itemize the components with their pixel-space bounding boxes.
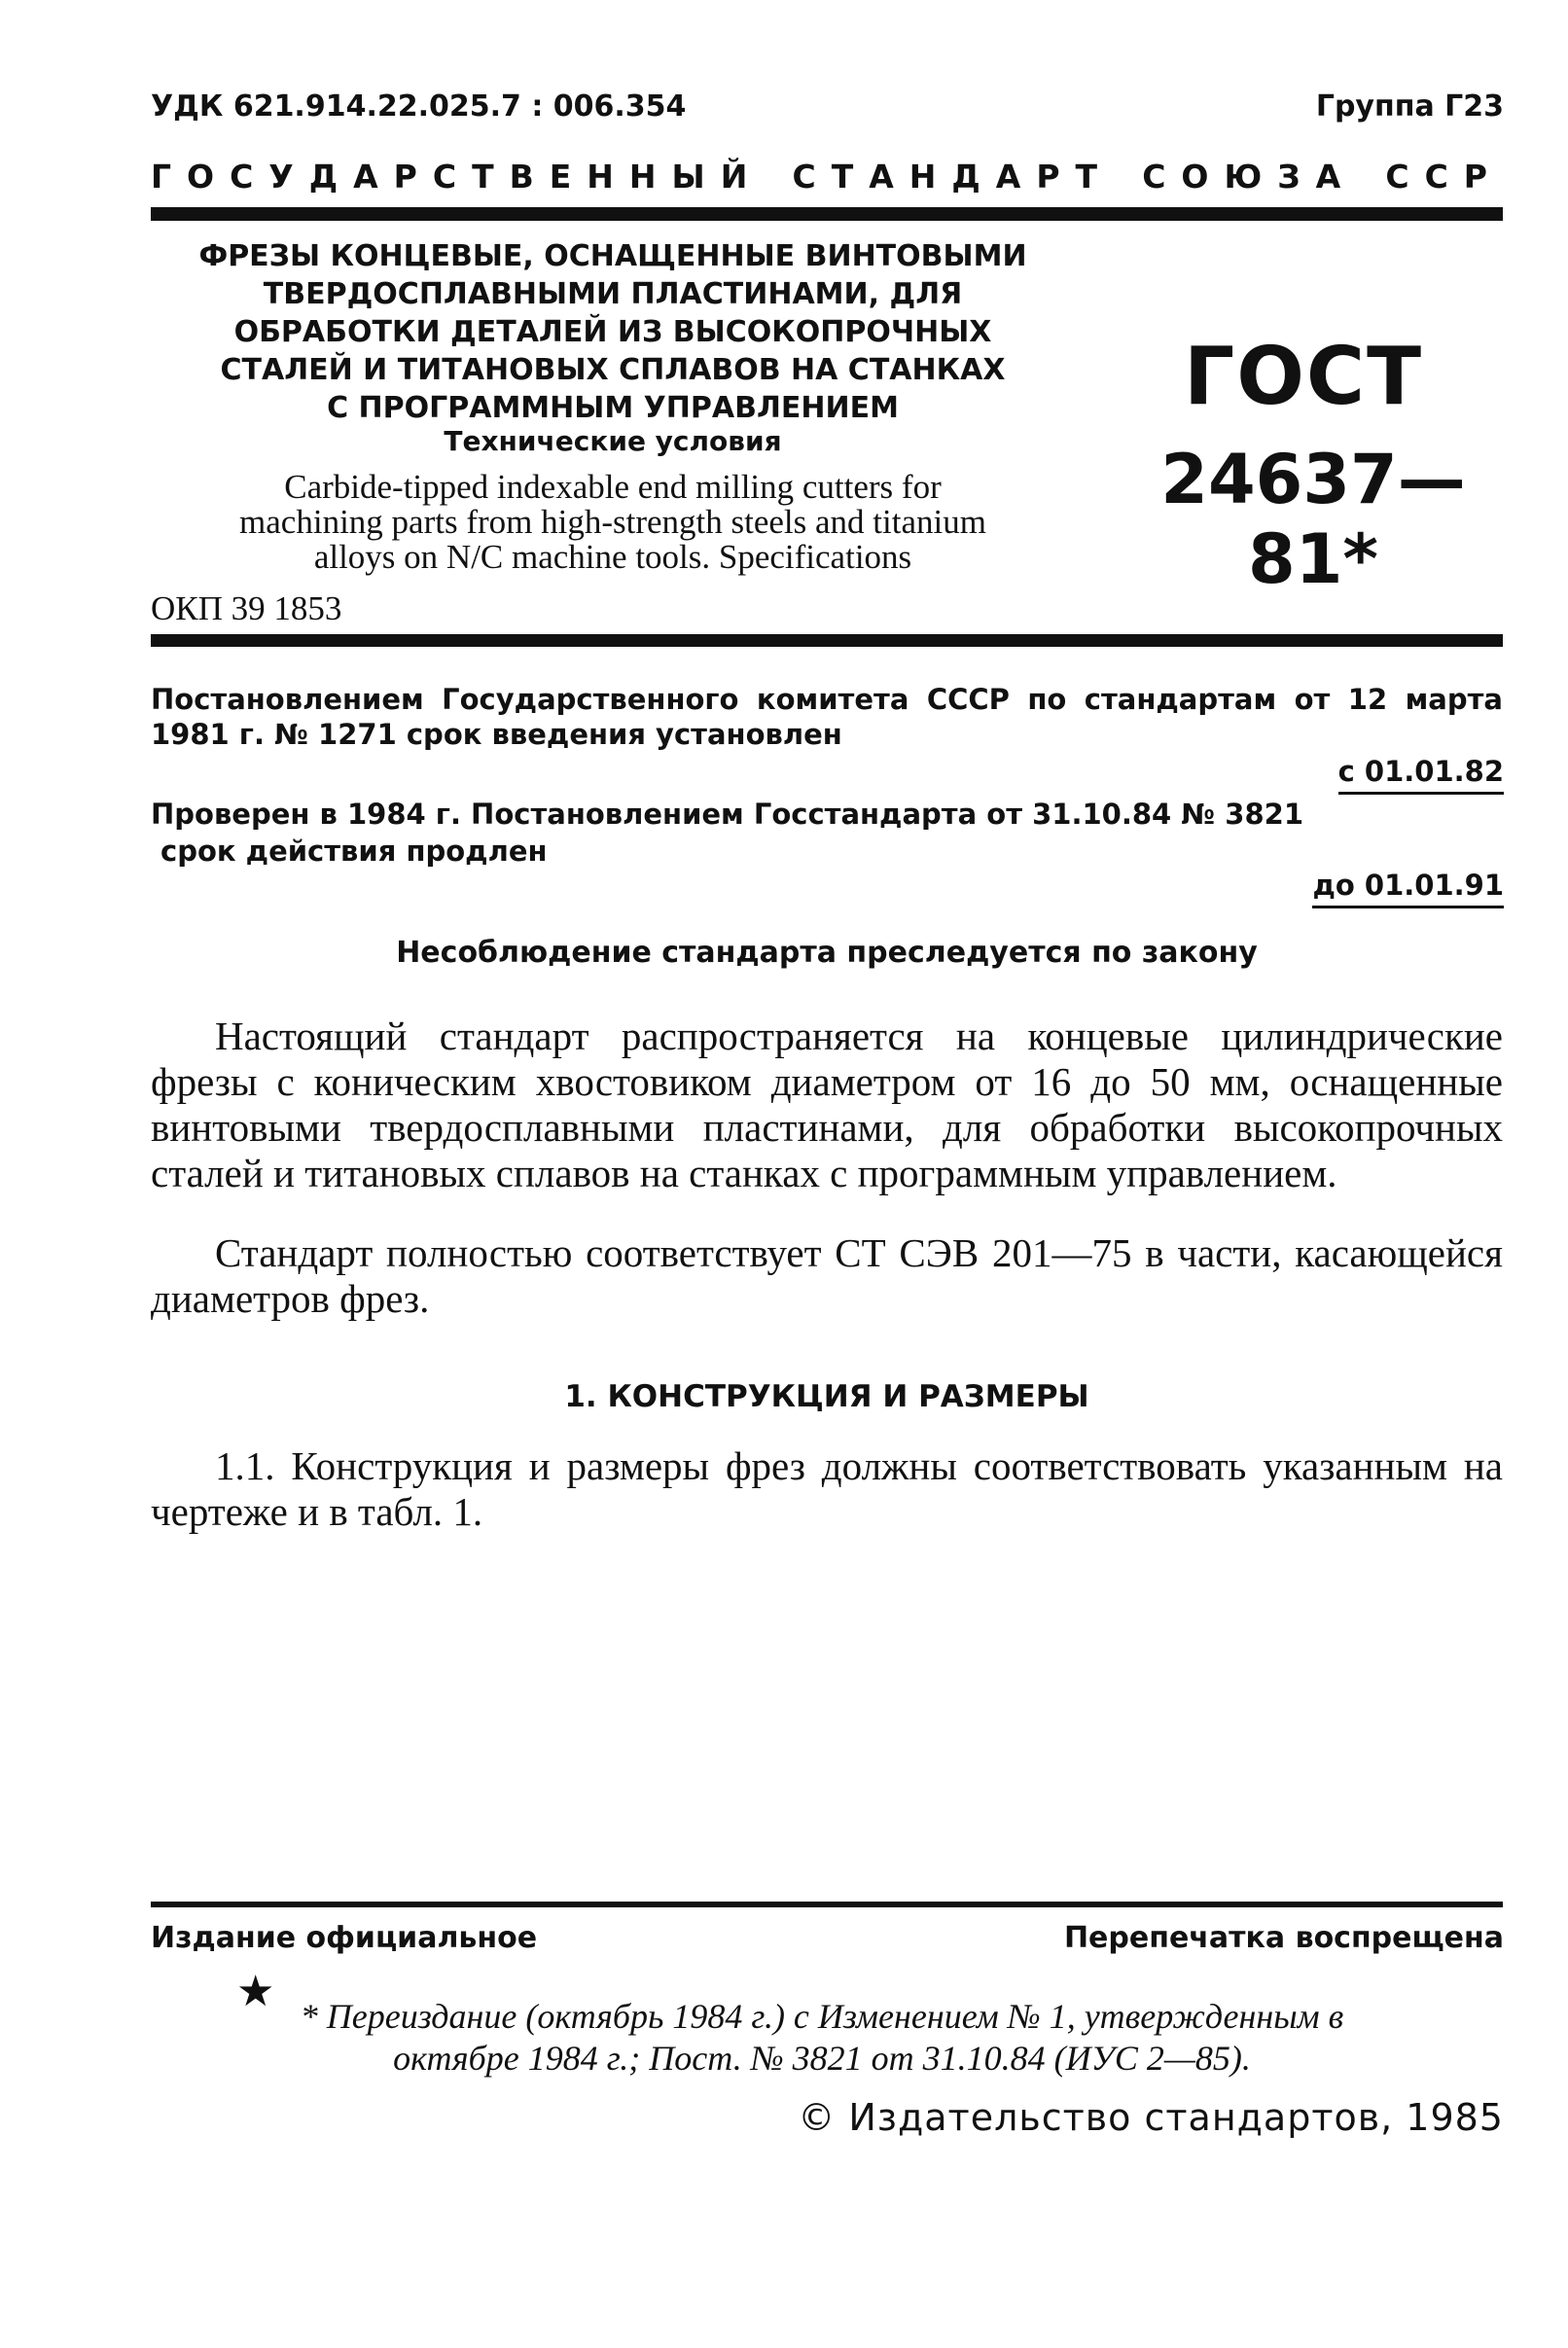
- footnote-line: октябре 1984 г.; Пост. № 3821 от 31.10.84 (ИУС 2—85).: [393, 2039, 1251, 2078]
- title-ru-line: ОБРАБОТКИ ДЕТАЛЕЙ ИЗ ВЫСОКОПРОЧНЫХ: [233, 315, 992, 349]
- decree-line-1: Постановлением Государственного комитета СССР по стандартам от 12 марта: [151, 683, 1503, 716]
- reprint-prohibited: Перепечатка воспрещена: [1063, 1921, 1504, 1955]
- state-standard-word-3: СОЮЗА: [1142, 158, 1357, 196]
- state-standard-word-4: ССР: [1385, 158, 1503, 196]
- title-ru-line: ТВЕРДОСПЛАВНЫМИ ПЛАСТИНАМИ, ДЛЯ: [263, 277, 963, 311]
- title-en-line: alloys on N/C machine tools. Specifications: [313, 538, 912, 576]
- group-code: Группа Г23: [1315, 89, 1504, 124]
- extension-date: до 01.01.91: [1312, 869, 1504, 908]
- star-icon: ★: [236, 1967, 275, 2016]
- reissue-footnote: [258, 1996, 1386, 2080]
- title-ru-line: ФРЕЗЫ КОНЦЕВЫЕ, ОСНАЩЕННЫЕ ВИНТОВЫМИ: [198, 239, 1027, 273]
- okp-code: ОКП 39 1853: [151, 589, 342, 627]
- title-en-line: machining parts from high-strength steels and titanium: [239, 503, 986, 541]
- state-standard-word-1: ГОСУДАРСТВЕННЫЙ: [151, 158, 764, 196]
- paragraph-1-1: 1.1. Конструкция и размеры фрез должны соответствовать указанным на чертеже и в табл. 1.: [151, 1443, 1503, 1534]
- gost-number: 24637—81*: [1160, 440, 1466, 599]
- header-rule: [151, 207, 1503, 221]
- section-heading: 1. КОНСТРУКЦИЯ И РАЗМЕРЫ: [564, 1379, 1089, 1414]
- title-english: [151, 470, 1075, 575]
- introduction-date: с 01.01.82: [1338, 755, 1504, 795]
- state-standard-word-2: СТАНДАРТ: [792, 158, 1114, 196]
- copyright: © Издательство стандартов, 1985: [798, 2096, 1504, 2139]
- gost-label: ГОСТ: [1183, 331, 1424, 423]
- state-standard-heading: [151, 158, 1503, 196]
- footnote-line: * Переиздание (октябрь 1984 г.) с Изменением № 1, утвержденным в: [300, 1997, 1344, 2036]
- title-rule: [151, 634, 1503, 647]
- checked-line-2: срок действия продлен: [160, 835, 548, 868]
- checked-line-1: Проверен в 1984 г. Постановлением Госстандарта от 31.10.84 № 3821: [151, 798, 1304, 831]
- title-ru-line: СТАЛЕЙ И ТИТАНОВЫХ СПЛАВОВ НА СТАНКАХ: [220, 353, 1006, 387]
- law-notice: Несоблюдение стандарта преследуется по закону: [396, 936, 1258, 970]
- paragraph-compliance: Стандарт полностью соответствует СТ СЭВ 201—75 в части, касающейся диаметров фрез.: [151, 1230, 1503, 1321]
- subtitle-technical-conditions: Технические условия: [444, 425, 782, 457]
- paragraph-scope: Настоящий стандарт распространяется на концевые цилиндрические фрезы с коническим хвостовиком диаметром от 16 до 50 мм, оснащенные винтовыми твердосплавными пластинами, для обработки высокопрочных сталей и титановых сплавов на станках с программным управлением.: [151, 1014, 1503, 1195]
- title-ru-line: С ПРОГРАММНЫМ УПРАВЛЕНИЕМ: [327, 391, 899, 425]
- udk-code: УДК 621.914.22.025.7 : 006.354: [151, 89, 687, 124]
- title-russian: [160, 237, 1065, 427]
- footer-rule: [151, 1902, 1503, 1907]
- decree-line-2: 1981 г. № 1271 срок введения установлен: [151, 718, 842, 751]
- title-en-line: Carbide-tipped indexable end milling cutters for: [284, 468, 942, 506]
- official-edition: Издание официальное: [151, 1921, 538, 1955]
